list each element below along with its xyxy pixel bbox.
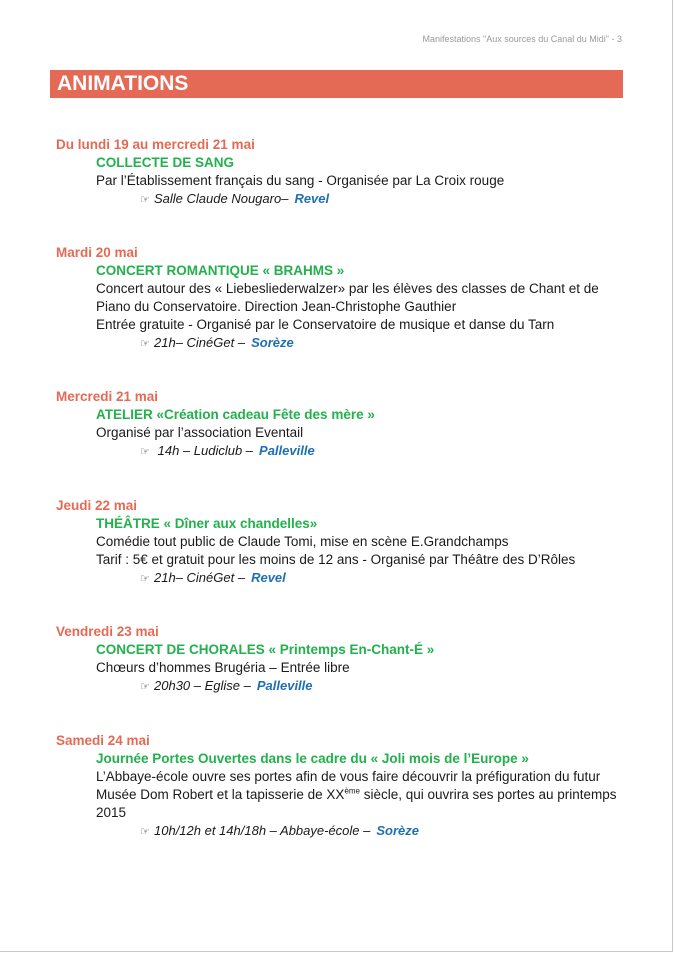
- superscript: ème: [344, 786, 360, 796]
- event-block: [56, 388, 636, 461]
- hand-pointer-icon: ☞: [140, 826, 150, 838]
- hand-pointer-icon: ☞: [140, 338, 150, 350]
- event-location: [140, 822, 636, 841]
- event-location: [140, 442, 636, 461]
- event-town: Revel: [294, 191, 330, 206]
- event-town: Revel: [251, 570, 286, 585]
- event-location: [140, 569, 636, 588]
- event-block: [56, 497, 636, 588]
- event-title: CONCERT DE CHORALES « Printemps En-Chant-É »: [96, 642, 435, 657]
- hand-pointer-icon: ☞: [140, 194, 150, 206]
- event-block: [56, 732, 636, 841]
- event-date: Samedi 24 mai: [56, 733, 150, 748]
- event-block: [56, 244, 636, 353]
- event-town: Sorèze: [251, 335, 294, 350]
- event-date: Vendredi 23 mai: [56, 624, 159, 639]
- event-description: Entrée gratuite - Organisé par le Conservatoire de musique et danse du Tarn: [96, 317, 555, 332]
- event-location-text: 14h – Ludiclub –: [154, 443, 254, 458]
- event-location: [140, 334, 636, 353]
- event-description: Concert autour des « Liebesliederwalzer» par les élèves des classes de Chant et de Piano du Conservatoire. Direction Jean-Christophe Gauthier: [96, 281, 599, 314]
- event-town: Palleville: [259, 443, 315, 458]
- event-title: THÉÂTRE « Dîner aux chandelles»: [96, 516, 318, 531]
- event-title: CONCERT ROMANTIQUE « BRAHMS »: [96, 263, 345, 278]
- event-date: Mardi 20 mai: [56, 245, 138, 260]
- event-location-text: 20h30 – Eglise –: [154, 678, 251, 693]
- hand-pointer-icon: ☞: [140, 446, 150, 458]
- event-location-text: 21h– CinéGet –: [154, 570, 246, 585]
- event-location-text: 10h/12h et 14h/18h – Abbaye-école –: [154, 823, 371, 838]
- event-location-text: 21h– CinéGet –: [154, 335, 246, 350]
- event-date: Mercredi 21 mai: [56, 389, 159, 404]
- event-description-part: L’Abbaye-école ouvre ses portes afin de vous faire découvrir la préfiguration du futur Musée Dom Robert et la tapisserie de XX: [96, 769, 601, 802]
- event-description-part: siècle, qui ouvrira ses portes au printemps 2015: [96, 787, 617, 820]
- event-description: Organisé par l’association Eventail: [96, 425, 304, 440]
- event-location-text: Salle Claude Nougaro–: [154, 191, 289, 206]
- event-description: Tarif : 5€ et gratuit pour les moins de 12 ans - Organisé par Théâtre des D’Rôles: [96, 552, 576, 567]
- event-description: [96, 768, 626, 822]
- hand-pointer-icon: ☞: [140, 573, 150, 585]
- running-header: Manifestations "Aux sources du Canal du Midi" - 3: [422, 34, 622, 44]
- event-date: Jeudi 22 mai: [56, 498, 138, 513]
- event-title: Journée Portes Ouvertes dans le cadre du « Joli mois de l’Europe »: [96, 751, 529, 766]
- event-description: Comédie tout public de Claude Tomi, mise en scène E.Grandchamps: [96, 534, 509, 549]
- event-location: [140, 677, 636, 696]
- hand-pointer-icon: ☞: [140, 681, 150, 693]
- section-title-banner: ANIMATIONS: [50, 70, 623, 98]
- event-date: Du lundi 19 au mercredi 21 mai: [56, 137, 255, 152]
- event-block: [56, 136, 636, 209]
- event-description: Chœurs d’hommes Brugéria – Entrée libre: [96, 660, 350, 675]
- event-town: Sorèze: [376, 823, 420, 838]
- event-location: [140, 190, 636, 209]
- event-title: ATELIER «Création cadeau Fête des mère »: [96, 407, 375, 422]
- event-description: Par l’Établissement français du sang - Organisée par La Croix rouge: [96, 173, 505, 188]
- event-block: [56, 623, 636, 696]
- event-town: Palleville: [256, 678, 313, 693]
- event-title: COLLECTE DE SANG: [96, 155, 235, 170]
